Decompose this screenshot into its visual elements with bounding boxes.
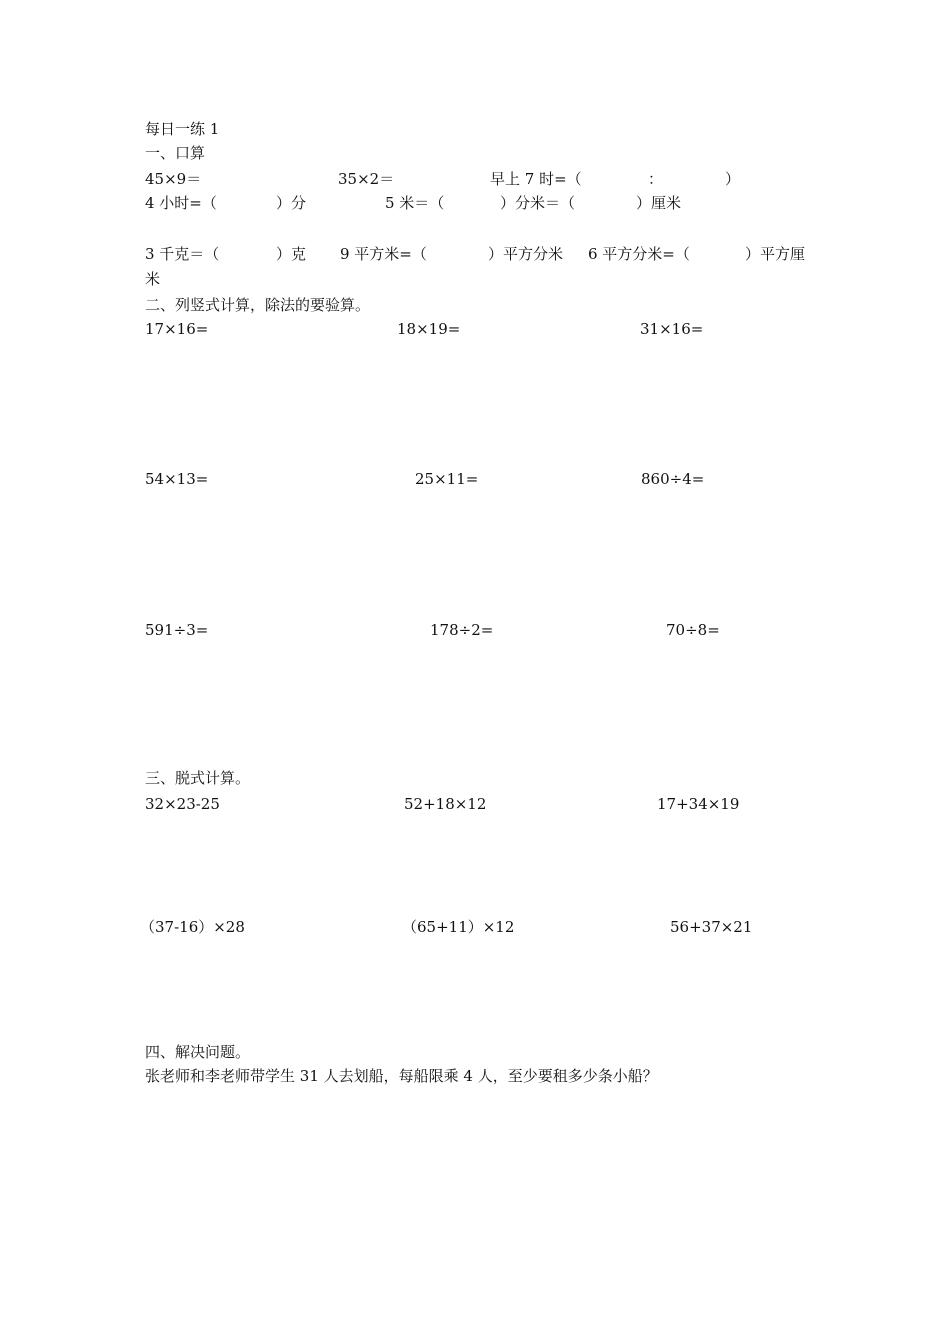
step-calc-problem: 17+34×19 — [657, 795, 740, 813]
vertical-calc-problem: 25×11= — [415, 470, 479, 488]
vertical-calc-problem: 54×13= — [145, 470, 209, 488]
mental-math-unit: ）平方分米 — [488, 245, 564, 263]
step-calc-problem: 56+37×21 — [670, 918, 753, 936]
mental-math-item: 早上 7 时=（ — [490, 170, 582, 188]
mental-math-item: 3 千克＝（ — [145, 245, 220, 263]
word-problem: 张老师和李老师带学生 31 人去划船，每船限乘 4 人，至少要租多少条小船？ — [145, 1067, 658, 1085]
mental-math-paren: ） — [725, 170, 741, 188]
mental-math-unit: ）分 — [276, 194, 307, 212]
section2-heading: 二、列竖式计算，除法的要验算。 — [145, 296, 371, 314]
step-calc-problem: 32×23-25 — [145, 795, 220, 813]
mental-math-item: 6 平方分米=（ — [588, 245, 690, 263]
mental-math-colon: ： — [648, 170, 664, 188]
step-calc-problem: 52+18×12 — [404, 795, 487, 813]
section4-heading: 四、解决问题。 — [145, 1043, 251, 1061]
page-title: 每日一练 1 — [145, 120, 220, 138]
vertical-calc-problem: 70÷8= — [666, 621, 720, 639]
section3-heading: 三、脱式计算。 — [145, 769, 251, 787]
step-calc-problem: （37-16）×28 — [140, 918, 245, 936]
mental-math-item: 35×2＝ — [338, 170, 395, 188]
vertical-calc-problem: 18×19= — [397, 320, 461, 338]
vertical-calc-problem: 31×16= — [640, 320, 704, 338]
mental-math-item: 5 米＝（ — [385, 194, 445, 212]
vertical-calc-problem: 17×16= — [145, 320, 209, 338]
mental-math-wrap: 米 — [145, 270, 161, 288]
mental-math-item: 45×9＝ — [145, 170, 202, 188]
vertical-calc-problem: 178÷2= — [430, 621, 494, 639]
vertical-calc-problem: 860÷4= — [641, 470, 705, 488]
vertical-calc-problem: 591÷3= — [145, 621, 209, 639]
mental-math-unit: ）克 — [276, 245, 307, 263]
mental-math-unit: ）分米＝（ — [500, 194, 576, 212]
section1-heading: 一、口算 — [145, 144, 206, 162]
mental-math-unit: ）平方厘 — [745, 245, 806, 263]
mental-math-unit: ）厘米 — [636, 194, 682, 212]
mental-math-item: 9 平方米=（ — [340, 245, 427, 263]
step-calc-problem: （65+11）×12 — [402, 918, 515, 936]
mental-math-item: 4 小时=（ — [145, 194, 217, 212]
